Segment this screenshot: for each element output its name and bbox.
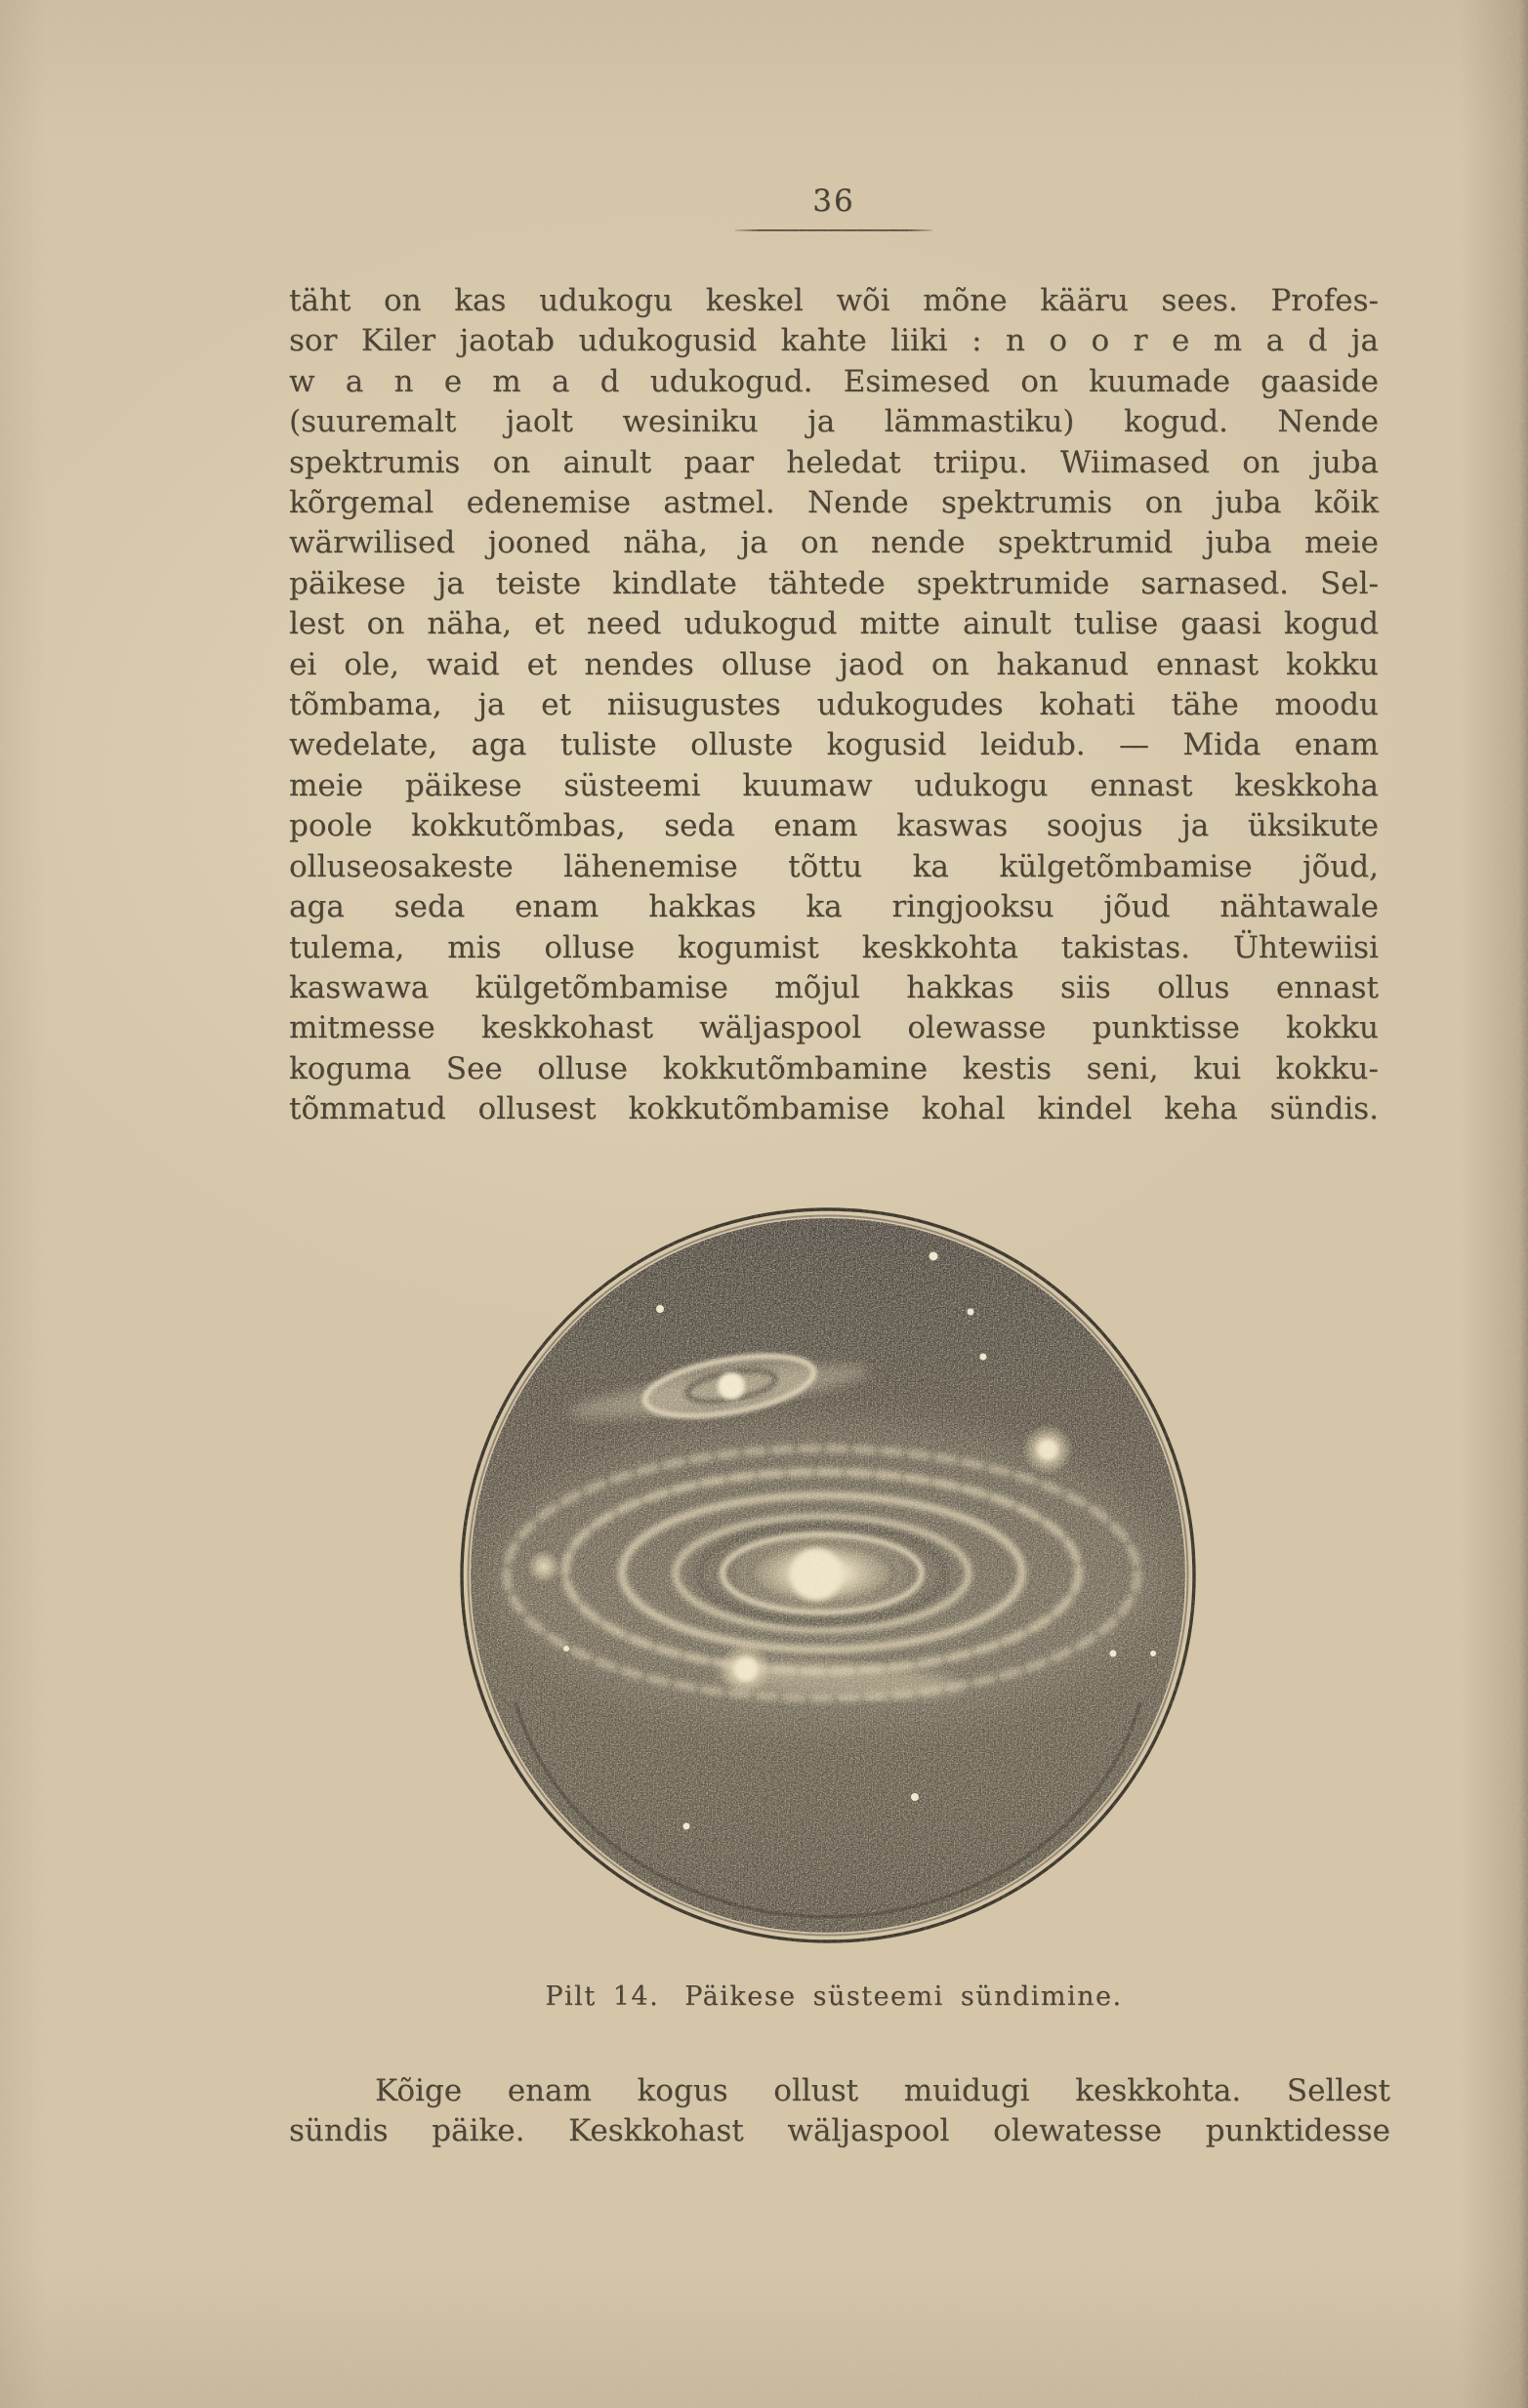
text-line: tulema, mis olluse kogumist keskkohta takistas. Ühtewiisi	[289, 929, 1379, 965]
text-line: mitmesse keskkohast wäljaspool olewasse punktisse kokku	[289, 1010, 1379, 1046]
text-line: spektrumis on ainult paar heledat triipu. Wiimased on juba	[289, 444, 1379, 480]
text-line: sündis päike. Keskkohast wäljaspool olewatesse punktidesse	[289, 2113, 1390, 2149]
figure-caption	[289, 1981, 1379, 2012]
text-line: w a n e m a d udukogud. Esimesed on kuumade gaaside	[289, 363, 1379, 399]
figure-caption-title: Päikese süsteemi sündimine.	[684, 1981, 1123, 2012]
page-header	[289, 184, 1379, 231]
text-line: wedelate, aga tuliste olluste kogusid leidub. — Mida enam	[289, 727, 1379, 763]
text-line: ei ole, waid et nendes olluse jaod on hakanud ennast kokku	[289, 646, 1379, 682]
text-line: koguma See olluse kokkutõmbamine kestis seni, kui kokku-	[289, 1050, 1379, 1086]
text-line: wärwilised jooned näha, ja on nende spektrumid juba meie	[289, 525, 1379, 561]
text-line: olluseosakeste lähenemise tõttu ka külgetõmbamise jõud,	[289, 848, 1379, 884]
nebula-disc	[471, 1218, 1185, 1933]
figure-caption-label: Pilt 14.	[545, 1981, 660, 2012]
text-line: kõrgemal edenemise astmel. Nende spektrumis on juba kõik	[289, 485, 1379, 521]
text-line: Kõige enam kogus ollust muidugi keskkohta. Sellest	[375, 2073, 1390, 2108]
figure-illustration	[457, 1204, 1199, 1946]
text-line: kaswawa külgetõmbamise mõjul hakkas siis ollus ennast	[289, 969, 1379, 1005]
text-line: meie päikese süsteemi kuumaw udukogu ennast keskkoha	[289, 767, 1379, 803]
figure-nebula-engraving	[457, 1204, 1199, 1946]
text-line: tõmbama, ja et niisugustes udukogudes kohati tähe moodu	[289, 687, 1379, 723]
text-line: sor Kiler jaotab udukogusid kahte liiki : n o o r e m a d ja	[289, 323, 1379, 359]
closing-paragraph	[289, 2071, 1390, 2152]
text-line: lest on näha, et need udukogud mitte ainult tulise gaasi kogud	[289, 606, 1379, 642]
text-line: tõmmatud ollusest kokkutõmbamise kohal kindel keha sündis.	[289, 1091, 1379, 1127]
header-rule	[735, 229, 932, 231]
page-number: 36	[812, 184, 855, 219]
text-line: (suuremalt jaolt wesiniku ja lämmastiku) kogud. Nende	[289, 404, 1379, 440]
main-paragraph	[289, 281, 1379, 1130]
text-line: päikese ja teiste kindlate tähtede spektrumide sarnased. Sel-	[289, 565, 1379, 601]
text-line: aga seda enam hakkas ka ringjooksu jõud nähtawale	[289, 889, 1379, 925]
text-line: poole kokkutõmbas, seda enam kaswas soojus ja üksikute	[289, 808, 1379, 844]
text-line: täht on kas udukogu keskel wõi mõne kääru sees. Profes-	[289, 283, 1379, 318]
